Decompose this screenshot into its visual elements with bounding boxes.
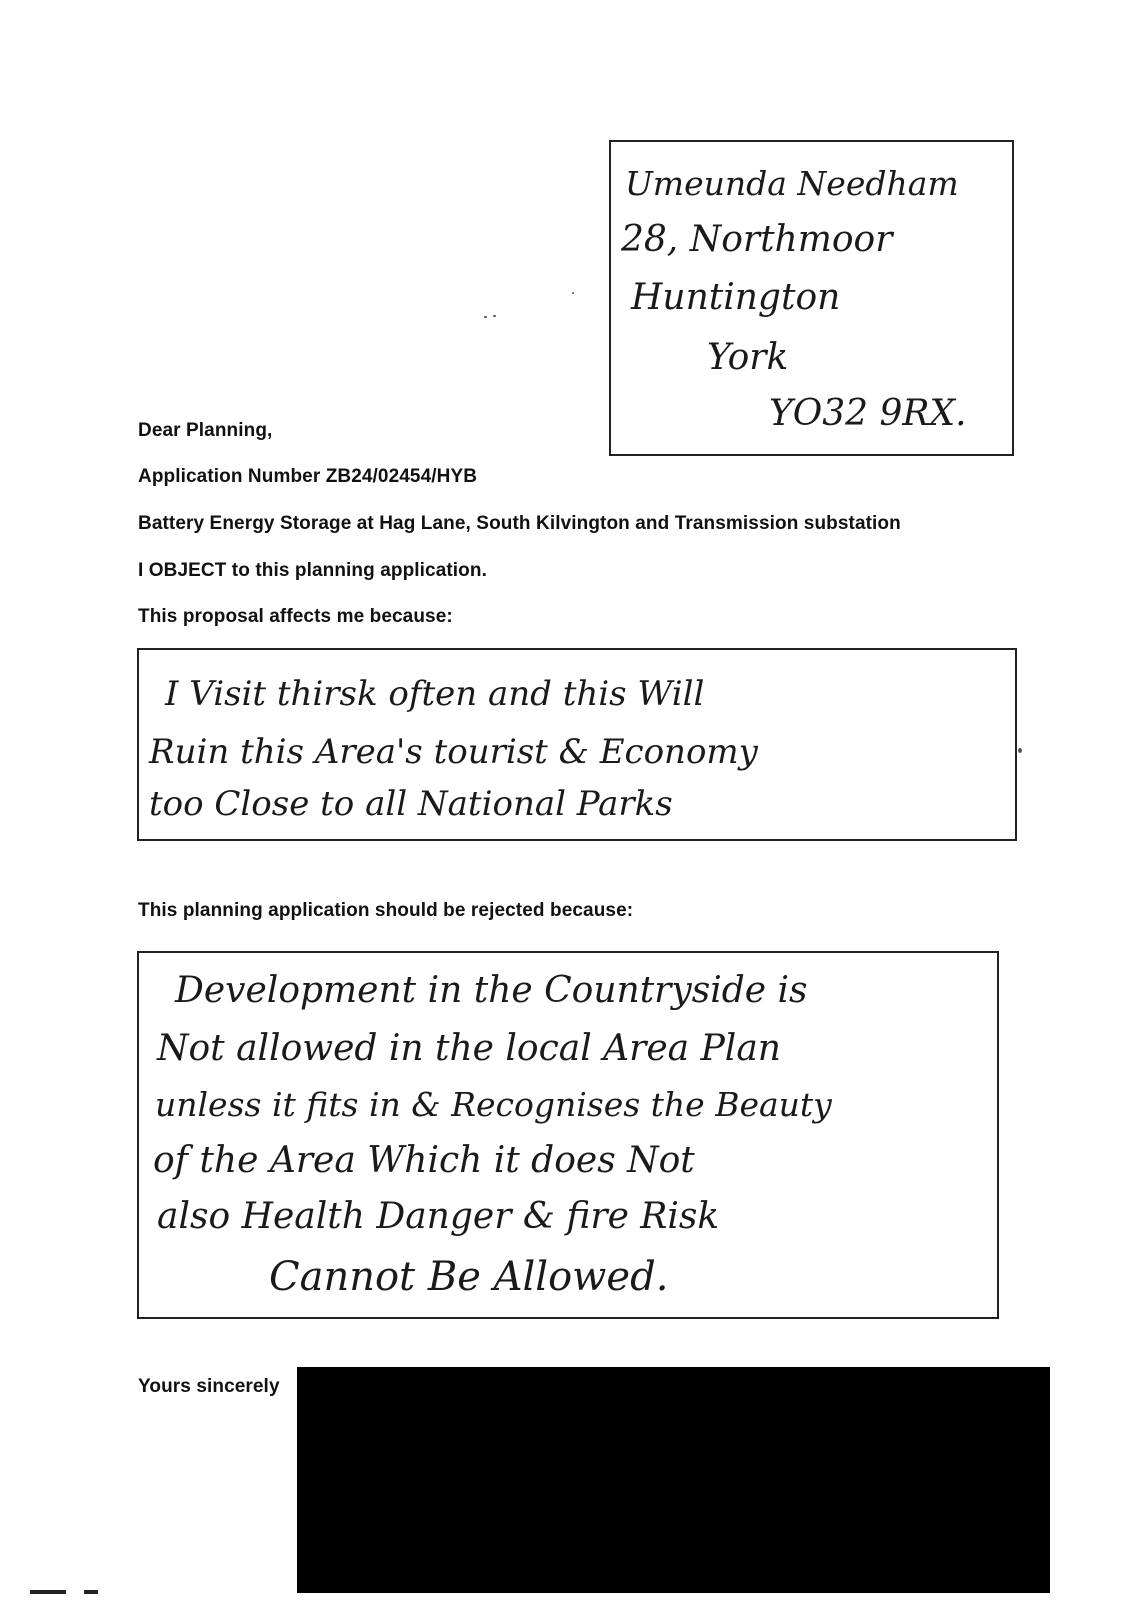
scan-speck <box>572 292 574 294</box>
application-subject: Battery Energy Storage at Hag Lane, South Kilvington and Transmission substation <box>138 513 901 534</box>
scan-edge-mark <box>30 1590 66 1594</box>
scan-speck <box>484 316 487 318</box>
rejection-reason-box <box>137 951 999 1319</box>
objection-statement: I OBJECT to this planning application. <box>138 560 487 581</box>
address-name: Umeunda Needham <box>625 164 959 203</box>
address-street: 28, Northmoor <box>621 219 893 260</box>
closing: Yours sincerely <box>138 1376 280 1397</box>
application-number: Application Number ZB24/02454/HYB <box>138 466 478 487</box>
scan-edge-mark <box>84 1590 98 1594</box>
rejection-line: also Health Danger & fire Risk <box>157 1196 720 1237</box>
salutation: Dear Planning, <box>138 420 273 441</box>
rejected-heading: This planning application should be rejected because: <box>138 900 634 921</box>
affects-line: Ruin this Area's tourist & Economy <box>149 732 758 772</box>
rejection-line: unless it fits in & Recognises the Beauty <box>155 1085 832 1124</box>
address-postcode: YO32 9RX. <box>769 393 967 434</box>
scan-speck <box>1018 748 1022 753</box>
affects-reason-box <box>137 648 1017 841</box>
address-city: York <box>707 337 789 378</box>
rejection-line: Development in the Countryside is <box>175 970 808 1011</box>
rejection-line: Not allowed in the local Area Plan <box>157 1028 781 1069</box>
affects-line: too Close to all National Parks <box>149 784 673 824</box>
affects-line: I Visit thirsk often and this Will <box>165 674 705 714</box>
rejection-line: of the Area Which it does Not <box>153 1140 695 1181</box>
address-locality: Huntington <box>631 277 841 318</box>
rejection-line: Cannot Be Allowed. <box>269 1254 669 1300</box>
affects-heading: This proposal affects me because: <box>138 606 453 627</box>
redacted-signature-block <box>297 1367 1050 1593</box>
scan-speck <box>493 315 496 317</box>
address-box <box>609 140 1014 456</box>
